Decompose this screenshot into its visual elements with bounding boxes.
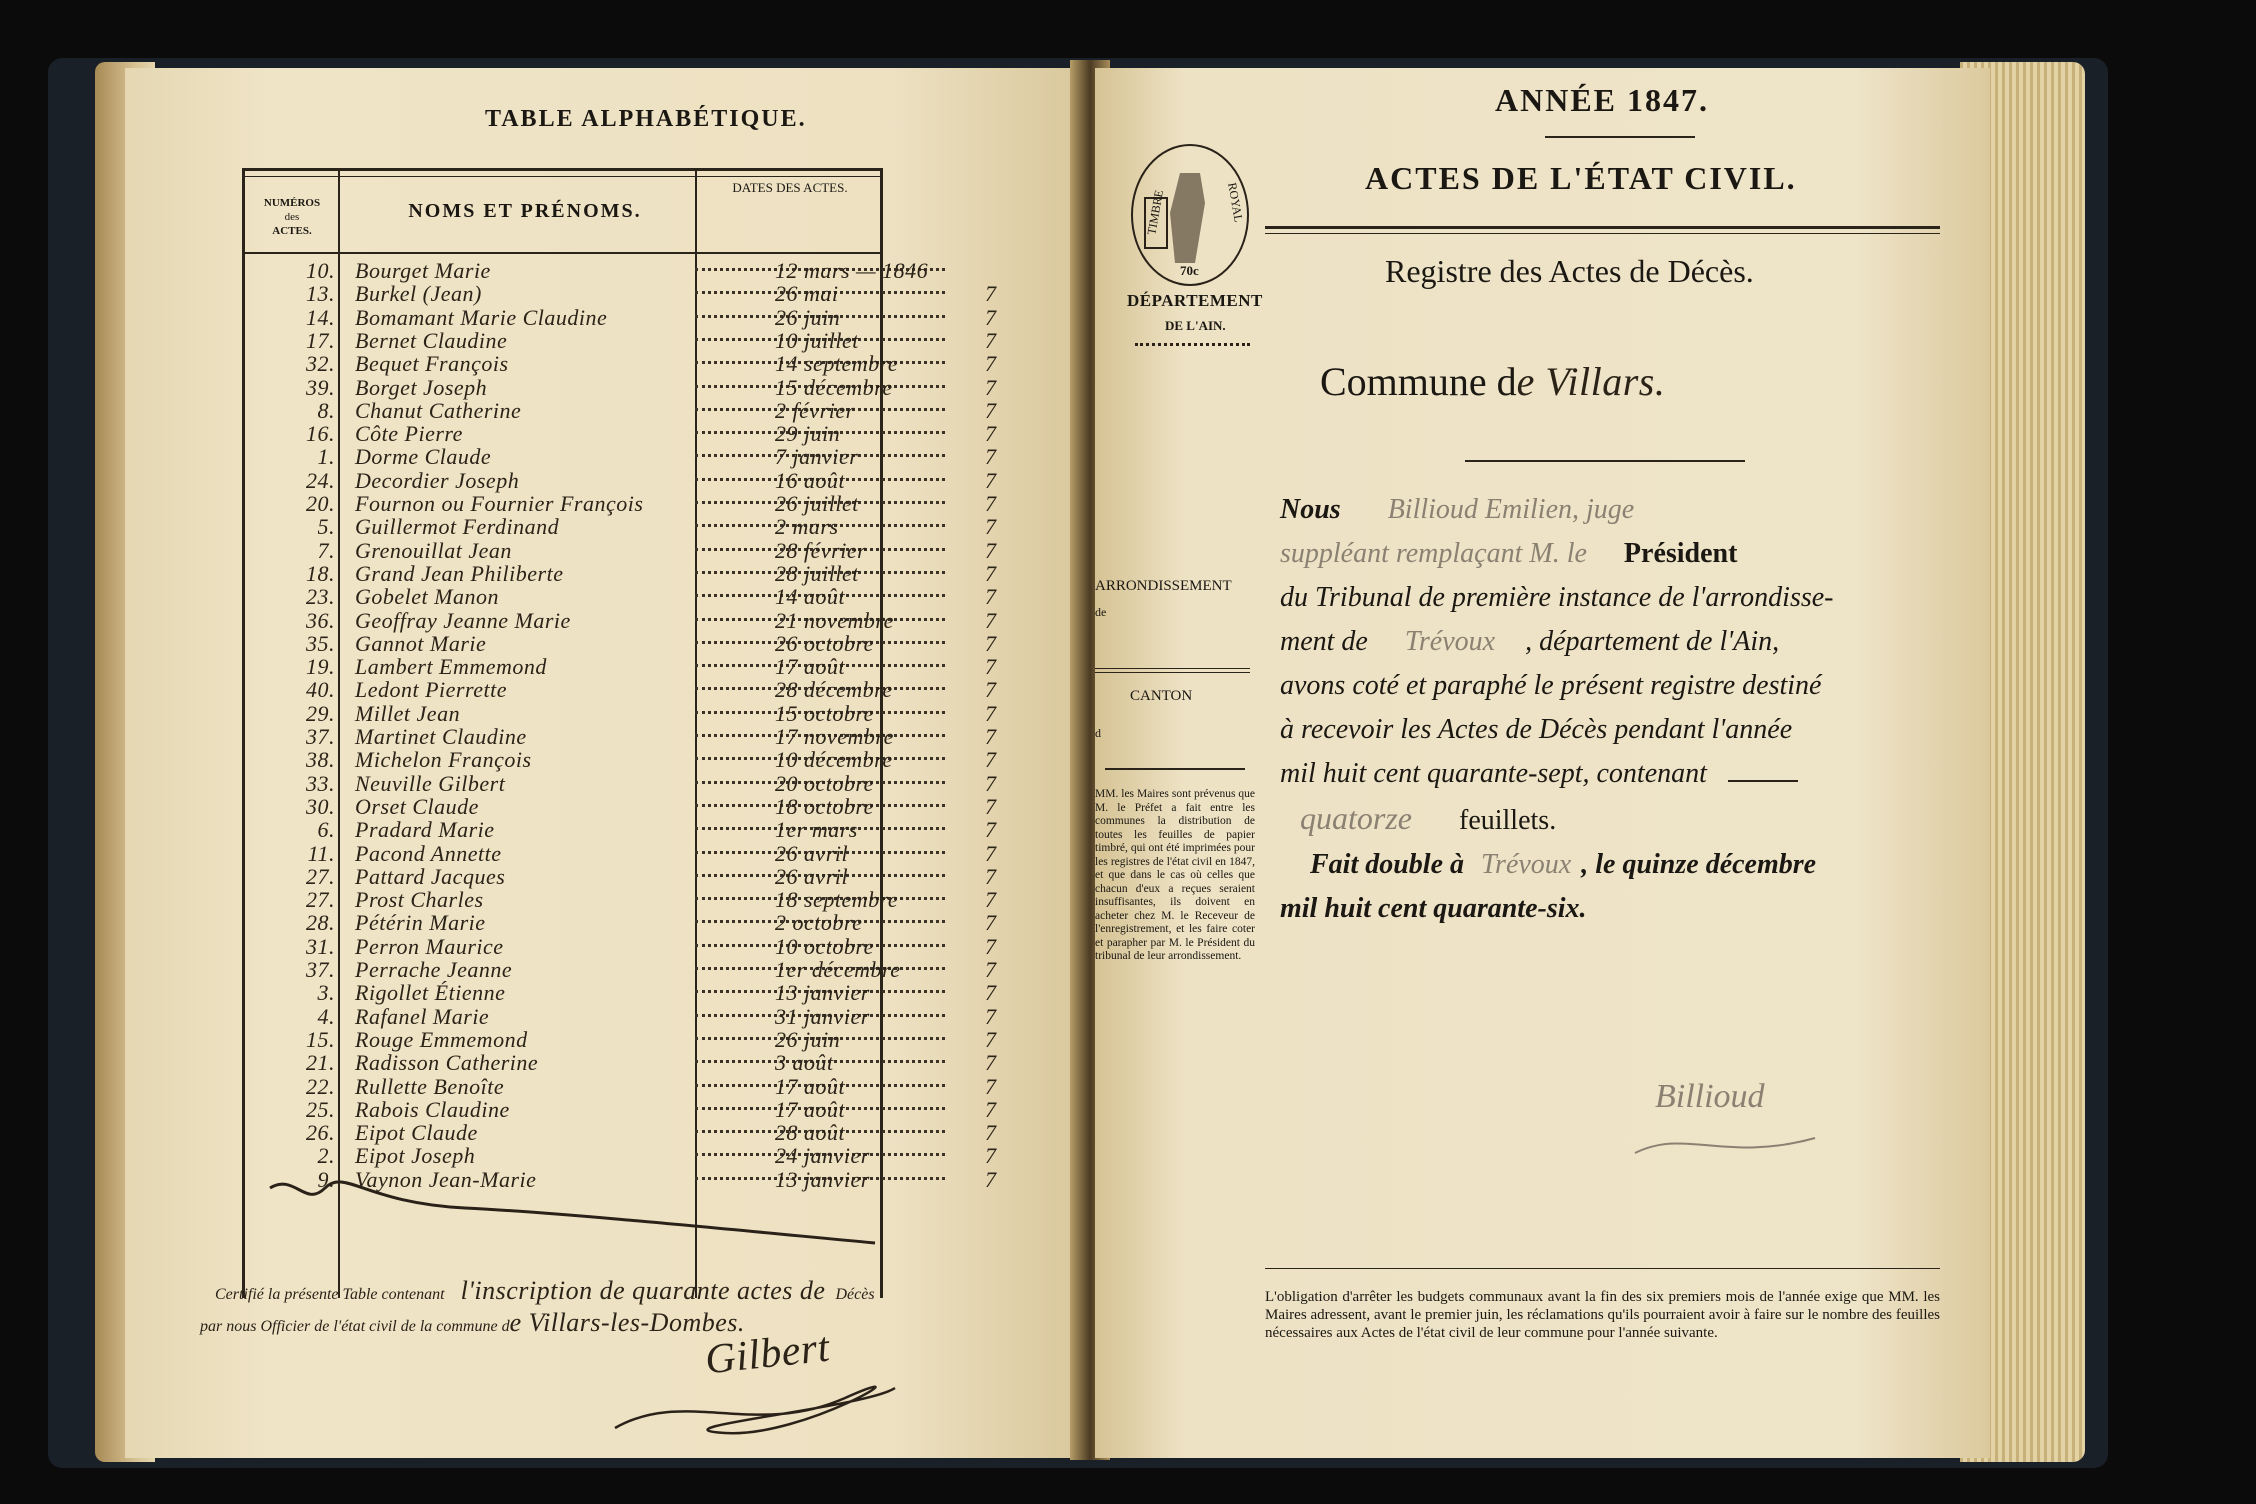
entry-name: Geoffray Jeanne Marie xyxy=(355,607,571,633)
entry-date: 26 mai xyxy=(775,281,839,307)
entry-tick: 7 xyxy=(985,724,997,749)
date-quinze-decembre: , le quinze décembre xyxy=(1581,849,1817,880)
entry-number: 27. xyxy=(306,887,335,913)
line-ment-de: ment de xyxy=(1280,626,1368,657)
entry-tick: 7 xyxy=(985,1073,997,1099)
entry-tick: 7 xyxy=(985,467,997,493)
table-row xyxy=(265,561,1105,585)
entry-number: 28. xyxy=(306,910,335,936)
judge-paraph xyxy=(1625,1118,1825,1168)
entry-tick: 7 xyxy=(985,491,997,516)
cert-handwritten-2: e Villars-les-Dombes. xyxy=(509,1308,745,1337)
entry-number: 37. xyxy=(306,957,335,982)
table-row xyxy=(265,701,1105,725)
entry-number: 24. xyxy=(306,467,335,493)
entry-number: 8. xyxy=(317,397,335,423)
entry-name: Eipot Joseph xyxy=(355,1143,476,1169)
table-row xyxy=(265,1143,1105,1167)
entry-name: Rafanel Marie xyxy=(355,1003,490,1029)
line-tribunal: du Tribunal de première instance de l'arrondisse- xyxy=(1280,582,1834,613)
entry-number: 7. xyxy=(317,537,335,563)
entry-name: Prost Charles xyxy=(355,887,484,913)
table-row xyxy=(265,887,1105,911)
entry-name: Bernet Claudine xyxy=(355,327,508,353)
entry-tick: 7 xyxy=(985,1166,997,1192)
entry-date: 31 janvier xyxy=(775,1003,870,1029)
table-left-border xyxy=(242,168,245,1298)
entry-date: 13 janvier xyxy=(775,980,870,1006)
entry-date: 17 août xyxy=(775,1096,846,1122)
entry-name: Fournon ou Fournier François xyxy=(355,491,644,516)
entry-date: 10 octobre xyxy=(775,933,874,959)
table-row xyxy=(265,747,1105,771)
entry-name: Pacond Annette xyxy=(355,840,502,866)
table-row xyxy=(265,980,1105,1004)
entry-number: 14. xyxy=(306,304,335,330)
entry-tick: 7 xyxy=(985,1120,997,1146)
entry-name: Dorme Claude xyxy=(355,444,492,470)
line-departement: , département de l'Ain, xyxy=(1525,626,1780,657)
entry-tick: 7 xyxy=(985,281,997,307)
entry-name: Borget Joseph xyxy=(355,374,488,400)
entry-date: 2 mars xyxy=(775,514,839,540)
entry-date: 2 octobre xyxy=(775,910,863,936)
trevoux-handwritten-1: Trévoux xyxy=(1404,626,1496,657)
entry-date: 28 août xyxy=(775,1120,846,1146)
commune-handwritten: e Villars. xyxy=(1516,359,1666,404)
table-row xyxy=(265,794,1105,818)
entry-date: 14 août xyxy=(775,584,846,610)
arrondissement-label: ARRONDISSEMENT xyxy=(1095,578,1232,594)
entry-number: 23. xyxy=(306,584,335,610)
entry-date: 29 juin xyxy=(775,421,841,447)
entry-number: 32. xyxy=(306,351,335,377)
col-num-line-1: NUMÉROS xyxy=(263,197,321,209)
table-row xyxy=(265,421,1105,445)
table-row xyxy=(265,1004,1105,1028)
arrondissement-block xyxy=(1095,578,1270,620)
entry-tick: 7 xyxy=(985,887,997,913)
entry-tick: 7 xyxy=(985,700,997,726)
entry-name: Radisson Catherine xyxy=(355,1050,539,1076)
attestation-text xyxy=(1280,488,1950,931)
col-names-header: NOMS ET PRÉNOMS. xyxy=(408,200,642,222)
entry-date: 26 juillet xyxy=(775,491,859,516)
entry-name: Eipot Claude xyxy=(355,1120,478,1146)
entry-tick: 7 xyxy=(985,770,997,796)
cert-prefix-2: par nous Officier de l'état civil de la commune d xyxy=(200,1318,510,1335)
entry-name: Rouge Emmemond xyxy=(355,1026,528,1052)
entry-name: Guillermot Ferdinand xyxy=(355,514,560,540)
line-cote-paraphe: avons coté et paraphé le présent registre destiné xyxy=(1280,670,1822,701)
entry-name: Perrache Jeanne xyxy=(355,957,513,982)
entry-tick: 7 xyxy=(985,444,997,470)
entry-tick: 7 xyxy=(985,654,997,680)
entry-tick: 7 xyxy=(985,421,997,447)
entry-tick: 7 xyxy=(985,933,997,959)
entry-date: 24 janvier xyxy=(775,1143,870,1169)
entry-date: 10 décembre xyxy=(775,747,893,773)
departement-name: DE L'AIN. xyxy=(1165,318,1226,333)
entry-date: 15 décembre xyxy=(775,374,893,400)
col-dates-header: DATES DES ACTES. xyxy=(732,180,848,195)
entry-date: 18 septembre xyxy=(775,887,899,913)
entry-number: 2. xyxy=(317,1143,335,1169)
cert-handwritten-1: l'inscription de quarante actes de xyxy=(460,1276,826,1305)
table-row xyxy=(265,281,1105,305)
fait-double: Fait double à xyxy=(1310,849,1465,880)
table-row xyxy=(265,677,1105,701)
entry-name: Decordier Joseph xyxy=(355,467,520,493)
table-row xyxy=(265,258,1105,282)
table-row xyxy=(265,1097,1105,1121)
entry-name: Gobelet Manon xyxy=(355,584,499,610)
entry-number: 33. xyxy=(306,770,335,796)
table-row xyxy=(265,514,1105,538)
entry-number: 1. xyxy=(317,444,335,470)
table-header: TABLE ALPHABÉTIQUE. xyxy=(485,106,807,132)
entry-date: 20 octobre xyxy=(775,770,874,796)
entry-name: Pattard Jacques xyxy=(355,863,506,889)
entry-tick: 7 xyxy=(985,1096,997,1122)
entry-number: 31. xyxy=(306,933,335,959)
entry-date: 17 novembre xyxy=(775,724,894,749)
entry-tick: 7 xyxy=(985,351,997,377)
entry-number: 29. xyxy=(306,700,335,726)
entry-number: 20. xyxy=(306,491,335,516)
entry-tick: 7 xyxy=(985,980,997,1006)
entry-tick: 7 xyxy=(985,304,997,330)
entry-name: Pradard Marie xyxy=(355,817,495,843)
entry-date: 26 juin xyxy=(775,1026,841,1052)
entry-name: Côte Pierre xyxy=(355,421,463,447)
table-row xyxy=(265,351,1105,375)
entry-tick: 7 xyxy=(985,747,997,773)
registry-subtitle: Registre des Actes de Décès. xyxy=(1385,253,1754,289)
entry-name: Chanut Catherine xyxy=(355,397,522,423)
count-handwritten: quatorze xyxy=(1300,800,1412,836)
main-title: ACTES DE L'ÉTAT CIVIL. xyxy=(1365,160,1797,196)
table-row xyxy=(265,1074,1105,1098)
entry-date: 17 août xyxy=(775,654,846,680)
col-num-line-3: ACTES. xyxy=(272,225,312,237)
year-heading: ANNÉE 1847. xyxy=(1495,82,1710,118)
entry-number: 25. xyxy=(306,1096,335,1122)
entry-tick: 7 xyxy=(985,817,997,843)
table-row xyxy=(265,468,1105,492)
table-row xyxy=(265,584,1105,608)
entry-name: Rullette Benoîte xyxy=(355,1073,505,1099)
entry-name: Ledont Pierrette xyxy=(355,677,507,703)
table-row xyxy=(265,398,1105,422)
entry-tick: 7 xyxy=(985,840,997,866)
table-row xyxy=(265,608,1105,632)
entry-date: 26 juin xyxy=(775,304,841,330)
entry-tick: 7 xyxy=(985,397,997,423)
entry-number: 38. xyxy=(306,747,335,773)
stamp-value: 70c xyxy=(1180,263,1199,278)
certification-line-1 xyxy=(215,1276,875,1306)
entry-date: 28 juillet xyxy=(775,560,859,586)
canton-label: CANTON xyxy=(1130,688,1193,704)
entry-tick: 7 xyxy=(985,677,997,703)
nous-label: Nous xyxy=(1280,494,1341,525)
commune-line xyxy=(1320,358,1665,405)
entry-number: 15. xyxy=(306,1026,335,1052)
year-ornament xyxy=(1545,136,1695,138)
footer-rule xyxy=(1265,1268,1940,1269)
entry-number: 9. xyxy=(317,1166,335,1192)
arrondissement-de: de xyxy=(1095,605,1107,619)
line-contenant: mil huit cent quarante-sept, contenant xyxy=(1280,758,1707,789)
trevoux-handwritten-2: Trévoux xyxy=(1481,849,1572,880)
certification-line-2 xyxy=(200,1308,745,1338)
judge-handwritten: Billioud Emilien, juge xyxy=(1387,494,1635,525)
entry-date: 13 janvier xyxy=(775,1166,870,1192)
entry-tick: 7 xyxy=(985,957,997,982)
closing-flourish xyxy=(265,1168,885,1248)
entry-name: Burkel (Jean) xyxy=(355,281,482,307)
canton-d: d xyxy=(1095,726,1101,740)
entry-name: Grenouillat Jean xyxy=(355,537,512,563)
stamp-text-left: TIMBRE xyxy=(1144,188,1167,236)
entry-number: 3. xyxy=(317,980,335,1006)
table-row xyxy=(265,864,1105,888)
table-row xyxy=(265,957,1105,981)
entry-name: Bourget Marie xyxy=(355,258,491,283)
feuillets-label: feuillets. xyxy=(1459,805,1557,836)
entry-date: 1er décembre xyxy=(775,957,901,982)
table-row xyxy=(265,934,1105,958)
entry-number: 5. xyxy=(317,514,335,540)
cert-suffix-1: Décès xyxy=(835,1286,875,1303)
table-row xyxy=(265,1050,1105,1074)
entry-number: 37. xyxy=(306,724,335,749)
table-row xyxy=(265,328,1105,352)
entry-number: 4. xyxy=(317,1003,335,1029)
left-signature: Gilbert xyxy=(702,1324,832,1384)
stamp-ornament xyxy=(1135,343,1250,346)
date-year-line: mil huit cent quarante-six. xyxy=(1280,893,1587,924)
entry-tick: 7 xyxy=(985,514,997,540)
entry-date: 26 octobre xyxy=(775,630,874,656)
entry-name: Martinet Claudine xyxy=(355,724,527,749)
side-rule-2 xyxy=(1095,672,1250,673)
entry-date: 15 octobre xyxy=(775,700,874,726)
entry-name: Bomamant Marie Claudine xyxy=(355,304,608,330)
table-row xyxy=(265,910,1105,934)
entry-name: Gannot Marie xyxy=(355,630,487,656)
entry-tick: 7 xyxy=(985,607,997,633)
col-num-line-2: des xyxy=(284,211,300,223)
entry-number: 22. xyxy=(306,1073,335,1099)
table-row xyxy=(265,724,1105,748)
entry-name: Rabois Claudine xyxy=(355,1096,510,1122)
table-row xyxy=(265,1120,1105,1144)
table-row xyxy=(265,444,1105,468)
entry-number: 6. xyxy=(317,817,335,843)
entry-date: 28 février xyxy=(775,537,867,563)
header-bottom-rule xyxy=(242,252,882,254)
entry-number: 18. xyxy=(306,560,335,586)
entry-name: Lambert Emmemond xyxy=(355,654,547,680)
table-row xyxy=(265,375,1105,399)
commune-ornament xyxy=(1465,460,1745,462)
budget-footer-note: L'obligation d'arrêter les budgets communaux avant la fin des six premiers mois de l'année exige que MM. les Maires adressent, avant le premier juin, les réclamations qu'ils pourraient avoir à faire sur le nombre des feuilles nécessaires aux Actes de l'état civil de leur commune pour l'année suivante. xyxy=(1265,1289,1940,1341)
entry-name: Perron Maurice xyxy=(355,933,504,959)
entry-tick: 7 xyxy=(985,584,997,610)
substitute-handwritten: suppléant remplaçant M. le xyxy=(1280,538,1587,569)
entry-tick: 7 xyxy=(985,1143,997,1169)
entry-tick: 7 xyxy=(985,560,997,586)
entry-tick: 7 xyxy=(985,863,997,889)
entry-number: 36. xyxy=(306,607,335,633)
entry-date: 26 avril xyxy=(775,863,849,889)
table-row xyxy=(265,654,1105,678)
entry-number: 16. xyxy=(306,421,335,447)
entry-date: 26 avril xyxy=(775,840,849,866)
entry-number: 13. xyxy=(306,281,335,307)
entry-number: 11. xyxy=(307,840,335,866)
president-label: Président xyxy=(1623,538,1738,569)
entry-date: 18 octobre xyxy=(775,793,874,819)
entry-name: Millet Jean xyxy=(355,700,461,726)
entry-number: 39. xyxy=(306,374,335,400)
entry-tick: 7 xyxy=(985,1003,997,1029)
contenant-dash xyxy=(1728,780,1798,782)
side-ornament xyxy=(1105,768,1245,770)
table-row xyxy=(265,538,1105,562)
title-rule xyxy=(1265,226,1940,229)
entry-date: 1er mars xyxy=(775,817,858,843)
entry-name: Vaynon Jean-Marie xyxy=(355,1166,537,1192)
royal-stamp xyxy=(1125,143,1263,373)
entry-number: 26. xyxy=(306,1120,335,1146)
entry-number: 17. xyxy=(306,327,335,353)
entry-number: 19. xyxy=(306,654,335,680)
entry-date: 28 décembre xyxy=(775,677,893,703)
prefect-notice: MM. les Maires sont prévenus que M. le Préfet a fait entre les communes la distribution de toutes les feuilles de papier timbré, qui ont été imprimées pour les registres de l'état civil en 1847, et que dans le cas où celles que chacun d'eux a reçues seraient insuffisantes, ils doivent en acheter chez M. le Receveur de l'enregistrement, et les faire coter et parapher par M. le Président du tribunal de leur arrondissement. xyxy=(1095,788,1255,962)
cert-prefix-1: Certifié la présente Table contenant xyxy=(215,1286,445,1303)
entry-number: 21. xyxy=(306,1050,335,1076)
entry-tick: 7 xyxy=(985,1050,997,1076)
entry-tick: 7 xyxy=(985,1026,997,1052)
title-rule-thin xyxy=(1265,233,1940,234)
entry-tick: 7 xyxy=(985,910,997,936)
commune-label: Commune d xyxy=(1320,359,1517,404)
entry-tick: 7 xyxy=(985,374,997,400)
judge-signature: Billioud xyxy=(1655,1078,1765,1115)
entry-tick: 7 xyxy=(985,793,997,819)
table-row xyxy=(265,631,1105,655)
entry-date: 10 juillet xyxy=(775,327,859,353)
entry-name: Rigollet Étienne xyxy=(355,980,506,1006)
table-row xyxy=(265,1027,1105,1051)
entry-name: Orset Claude xyxy=(355,793,479,819)
entry-number: 27. xyxy=(306,863,335,889)
entry-number: 40. xyxy=(306,677,335,703)
entry-name: Bequet François xyxy=(355,351,509,377)
departement-label: DÉPARTEMENT xyxy=(1127,291,1263,310)
table-row xyxy=(265,817,1105,841)
entry-date: 2 février xyxy=(775,397,855,423)
stamp-text-right: ROYAL xyxy=(1225,181,1246,224)
table-row xyxy=(265,771,1105,795)
entry-date: 16 août xyxy=(775,467,846,493)
entry-date: 3 août xyxy=(775,1050,834,1076)
entry-date: 17 août xyxy=(775,1073,846,1099)
entry-name: Pétérin Marie xyxy=(355,910,486,936)
entry-name: Michelon François xyxy=(355,747,532,773)
line-recevoir: à recevoir les Actes de Décès pendant l'année xyxy=(1280,714,1793,745)
table-row xyxy=(265,841,1105,865)
side-rule-1 xyxy=(1095,668,1250,669)
entry-tick: 7 xyxy=(985,630,997,656)
entry-tick: 7 xyxy=(985,537,997,563)
left-page xyxy=(125,68,1085,1458)
right-page xyxy=(1095,68,1990,1458)
entry-tick: 7 xyxy=(985,327,997,353)
signature-paraph xyxy=(605,1368,905,1448)
table-row xyxy=(265,305,1105,329)
entry-date: 7 janvier xyxy=(775,444,859,470)
entry-number: 30. xyxy=(306,793,335,819)
table-row xyxy=(265,491,1105,515)
entries-list xyxy=(265,258,1105,1208)
entry-name: Neuville Gilbert xyxy=(355,770,506,796)
entry-name: Grand Jean Philiberte xyxy=(355,560,564,586)
entry-date: 12 mars — 1846 xyxy=(775,258,929,283)
entry-date: 14 septembre xyxy=(775,351,899,377)
entry-number: 35. xyxy=(306,630,335,656)
entry-date: 21 novembre xyxy=(775,607,894,633)
col-numbers-header xyxy=(249,196,335,238)
entry-number: 10. xyxy=(306,258,335,283)
